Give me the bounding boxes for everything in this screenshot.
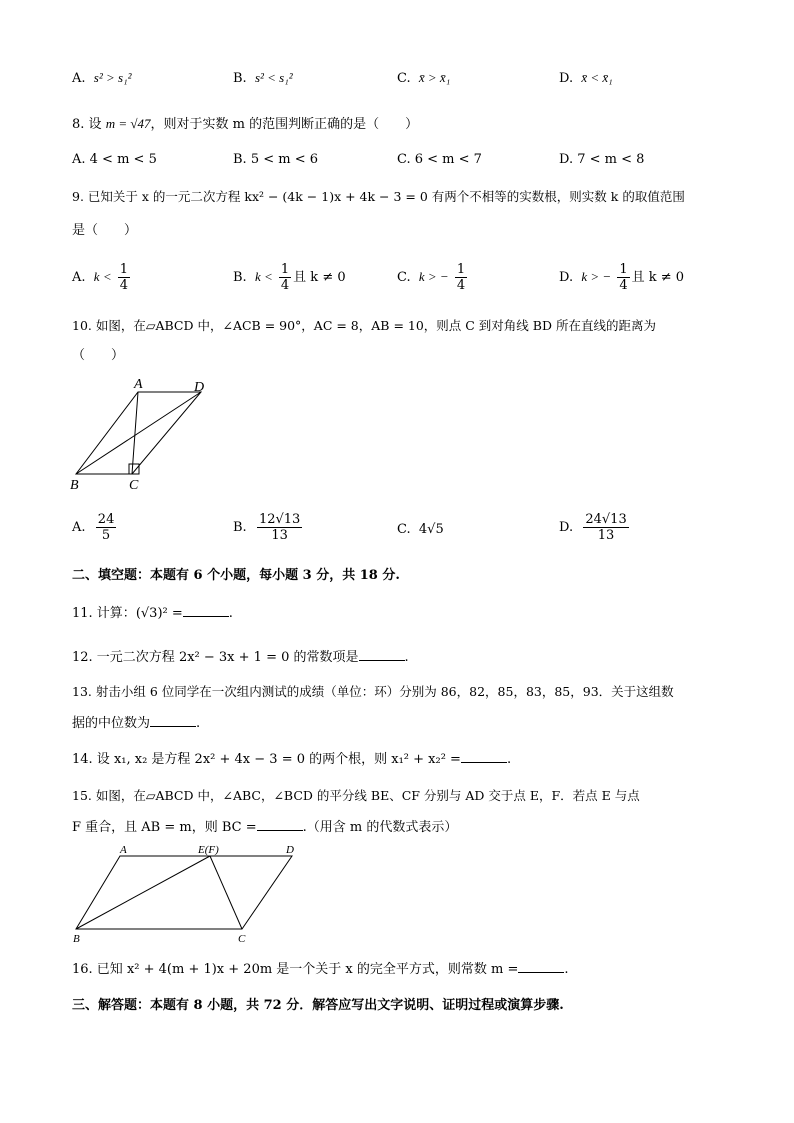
q11: 11. 计算：(√3)² = . — [72, 602, 233, 624]
q10-stem-line1: 10. 如图，在▱ABCD 中，∠ACB = 90°，AC = 8，AB = 10，则点 C 到对角线 BD 所在直线的距离为 — [72, 318, 656, 333]
q12: 12. 一元二次方程 2x² − 3x + 1 = 0 的常数项是 . — [72, 646, 409, 668]
q10-parallelogram-figure — [66, 372, 216, 497]
q10-stem-line2: （ ） — [72, 348, 125, 363]
label-a: A — [134, 377, 143, 392]
q8-option-b: B. 5 < m < 6 — [233, 152, 319, 167]
q13-blank — [150, 712, 196, 727]
q8-option-d: D. 7 < m < 8 — [559, 152, 645, 167]
q8-option-c: C. 6 < m < 7 — [397, 152, 482, 167]
q7-option-a: A. s² > s₁² — [72, 70, 132, 86]
label-d: D — [286, 844, 294, 856]
diagonal-bd — [76, 392, 201, 474]
q14-blank — [461, 748, 507, 763]
label-c: C — [129, 478, 139, 493]
label-c: C — [238, 933, 246, 945]
label-b: B — [70, 478, 79, 493]
q10-option-a: A. $\frac{24}{5}$ — [72, 512, 115, 543]
section-3-heading: 三、解答题：本题有 8 小题，共 72 分．解答应写出文字说明、证明过程或演算步骤. — [72, 998, 564, 1013]
q12-blank — [359, 646, 405, 661]
q7-option-b: B. s² < s₁² — [233, 70, 293, 86]
q11-blank — [183, 602, 229, 617]
q7-option-c: C. x̄ > x̄₁ — [397, 70, 451, 86]
label-a: A — [120, 844, 127, 856]
q15-blank — [257, 816, 303, 831]
label-ef: E(F) — [198, 844, 219, 856]
q15-line2: F 重合，且 AB = m，则 BC = .（用含 m 的代数式表示） — [72, 816, 457, 838]
q13-line1: 13. 射击小组 6 位同学在一次组内测试的成绩（单位：环）分别为 86，82，85，83，85，93．关于这组数 — [72, 684, 674, 699]
parallelogram-abcd — [76, 856, 292, 929]
q16: 16. 已知 x² + 4(m + 1)x + 20m 是一个关于 x 的完全平方式，则常数 m = . — [72, 958, 569, 980]
diagonal-ac — [132, 392, 138, 474]
q15-line1: 15. 如图，在▱ABCD 中，∠ABC，∠BCD 的平分线 BE、CF 分别与 AD 交于点 E，F．若点 E 与点 — [72, 788, 640, 803]
q10-option-d: D. $\frac{24√13}{13}$ — [559, 512, 627, 543]
q7-option-d: D. x̄ < x̄₁ — [559, 70, 613, 86]
q14: 14. 设 x₁, x₂ 是方程 2x² + 4x − 3 = 0 的两个根，则 x₁² + x₂² = . — [72, 748, 511, 770]
q9-option-d: D. k > − $\frac{1}{4}$ 且 k ≠ 0 — [559, 262, 685, 293]
q9-stem-line2: 是（ ） — [72, 223, 138, 238]
q8-option-a: A. 4 < m < 5 — [72, 152, 157, 167]
bisector-cf — [210, 856, 242, 929]
q10-option-c: C. 4√5 — [397, 522, 444, 537]
q9-stem-line1: 9. 已知关于 x 的一元二次方程 kx² − (4k − 1)x + 4k − 3 = 0 有两个不相等的实数根，则实数 k 的取值范围 — [72, 189, 685, 204]
label-b: B — [73, 933, 80, 945]
right-angle-mark — [129, 464, 139, 474]
bisector-be — [76, 856, 210, 929]
section-2-heading: 二、填空题：本题有 6 个小题，每小题 3 分，共 18 分. — [72, 568, 400, 583]
q9-option-c: C. k > − $\frac{1}{4}$ — [397, 262, 466, 293]
q10-option-b: B. $\frac{12√13}{13}$ — [233, 512, 301, 543]
q8-stem: 8. 设 m = √47，则对于实数 m 的范围判断正确的是（ ） — [72, 116, 419, 132]
q15-parallelogram-figure — [70, 842, 310, 946]
q9-option-b: B. k < $\frac{1}{4}$ 且 k ≠ 0 — [233, 262, 346, 293]
label-d: D — [194, 380, 205, 395]
q13-line2: 据的中位数为 . — [72, 712, 200, 734]
q16-blank — [518, 958, 564, 973]
q9-option-a: A. k < $\frac{1}{4}$ — [72, 262, 129, 293]
